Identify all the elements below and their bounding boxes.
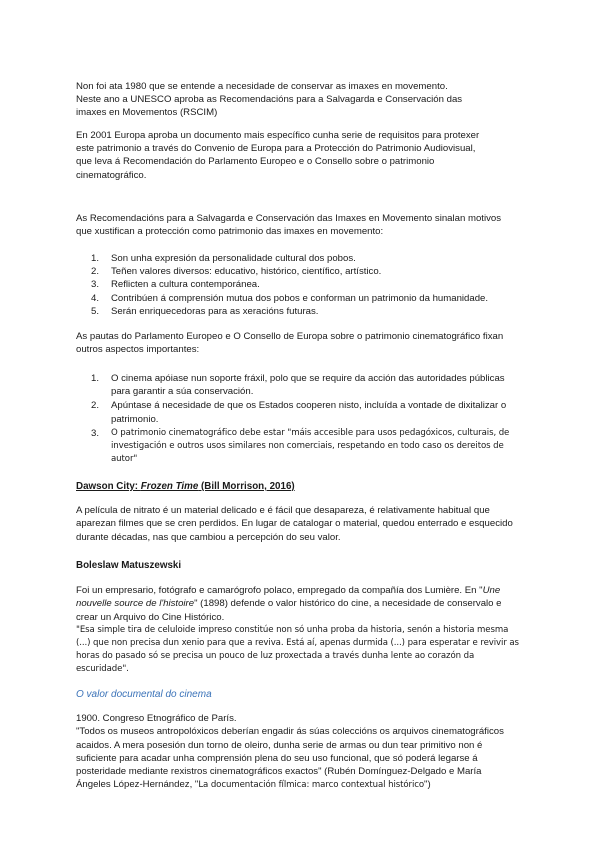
text-line: Neste ano a UNESCO aproba as Recomendacións para a Salvagarda e Conservación das bbox=[76, 94, 463, 106]
quote-line: horas do pasado só se precisa un pouco de luz proxectada a través dunha lente ao corazón da bbox=[76, 651, 475, 662]
quote-line: escuridade". bbox=[76, 664, 129, 675]
list-item: 3. Reflicten a cultura contemporánea. bbox=[91, 279, 260, 291]
recommendations-paragraph bbox=[76, 212, 528, 238]
text-line: A película de nitrato é un material delicado e é fácil que desapareza, é relativamente habitual que bbox=[76, 505, 490, 517]
list-item: 4. Contribúen á comprensión mutua dos pobos e conforman un patrimonio da humanidade. bbox=[91, 292, 489, 304]
text-line: Ángeles López-Hernández, "La documentación fílmica: marco contextual histórico") bbox=[76, 779, 431, 791]
list-item: 3. O patrimonio cinematográfico debe estar "máis accesible para usos pedagóxicos, culturais, de investigación e outros usos similares non comerciais, respetando en todo caso os dereitos de autor" bbox=[91, 427, 510, 465]
text-line: crear un Arquivo do Cine Histórico. bbox=[76, 611, 225, 623]
text-line: cinematográfico. bbox=[76, 169, 147, 181]
aspects-list bbox=[76, 372, 528, 466]
text-line: nouvelle source de l'histoire" (1898) defende o valor histórico do cine, a necesidade de conservalo e bbox=[76, 598, 502, 610]
documental-value-section bbox=[76, 688, 528, 792]
text-line: durante décadas, nas que cambiou a percepción do seu valor. bbox=[76, 531, 341, 543]
list-item: 2. Apúntase á necesidade de que os Estados cooperen nisto, incluída a vontade de dixitalizar o patrimonio. bbox=[91, 400, 507, 425]
text-line: Non foi ata 1980 que se entende a necesidade de conservar as imaxes en movemento. bbox=[76, 81, 448, 92]
text-line: En 2001 Europa aproba un documento mais específico cunha serie de requisitos para protexer bbox=[76, 130, 480, 141]
list-item: 2. Teñen valores diversos: educativo, histórico, científico, artístico. bbox=[91, 266, 382, 278]
intro-paragraph bbox=[76, 80, 528, 120]
reasons-list bbox=[76, 252, 528, 318]
quote-line: "Esa simple tira de celuloide impreso constitúe non só unha proba da historia, senón a historia mesma bbox=[76, 624, 509, 635]
documental-value-link[interactable]: O valor documental do cinema bbox=[76, 689, 212, 700]
text-line: este patrimonio a través do Convenio de Europa para a Protección do Patrimonio Audiovisual, bbox=[76, 143, 476, 155]
text-line: aparezan filmes que se cren perdidos. En lugar de catalogar o material, quedou enterrado e esquecido bbox=[76, 518, 513, 530]
dawson-city-section bbox=[76, 480, 528, 544]
text-line: outros aspectos importantes: bbox=[76, 344, 200, 356]
text-line: que xustifican a protección como patrimonio das imaxes en movemento: bbox=[76, 226, 384, 238]
section-heading: Boleslaw Matuszewski bbox=[76, 560, 182, 571]
quote-line: (...) que non precisa dun xenio para que a reviva. Está aí, apenas durmida (...) para esperatar e revivir as bbox=[76, 638, 519, 649]
europe-2001-paragraph bbox=[76, 129, 528, 182]
list-item: 1. Son unha expresión da personalidade cultural dos pobos. bbox=[91, 253, 356, 264]
list-item: 1. O cinema apóiase nun soporte fráxil, polo que se require da acción das autoridades públicas para garantir a súa conservación. bbox=[91, 373, 505, 398]
text-line: que leva á Recomendación do Parlamento Europeo e o Consello sobre o patrimonio bbox=[76, 156, 435, 168]
text-line: acaidos. A mera posesión dun torno de oleiro, dunha serie de armas ou dun tear primitivo non é bbox=[76, 739, 483, 751]
text-line: imaxes en Movementos (RSCIM) bbox=[76, 107, 218, 119]
text-line: posteridade mediante rexistros cinematográficos exactos" (Rubén Domínguez-Delgado e María bbox=[76, 766, 482, 778]
list-item: 5. Serán enriquecedoras para as xeracións futuras. bbox=[91, 305, 319, 317]
text-line: "Todos os museos antropolóxicos deberían engadir ás súas coleccións os arquivos cinematográficos bbox=[76, 726, 504, 738]
text-line: As pautas do Parlamento Europeo e O Consello de Europa sobre o patrimonio cinematográfico fixan bbox=[76, 331, 504, 342]
text-line: As Recomendacións para a Salvagarda e Conservación das Imaxes en Movemento sinalan motivos bbox=[76, 213, 502, 224]
text-line: suficiente para acadar unha comprensión plena do seu uso funcional, que só poderá legarse á bbox=[76, 752, 478, 764]
text-line: 1900. Congreso Etnográfico de París. bbox=[76, 713, 237, 725]
boleslaw-section bbox=[76, 559, 528, 677]
section-heading: Dawson City: Frozen Time (Bill Morrison, 2016) bbox=[76, 481, 295, 492]
guidelines-paragraph bbox=[76, 330, 528, 356]
text-line: Foi un empresario, fotógrafo e camarógrofo polaco, empregado da compañía dos Lumière. En "Une bbox=[76, 585, 501, 597]
